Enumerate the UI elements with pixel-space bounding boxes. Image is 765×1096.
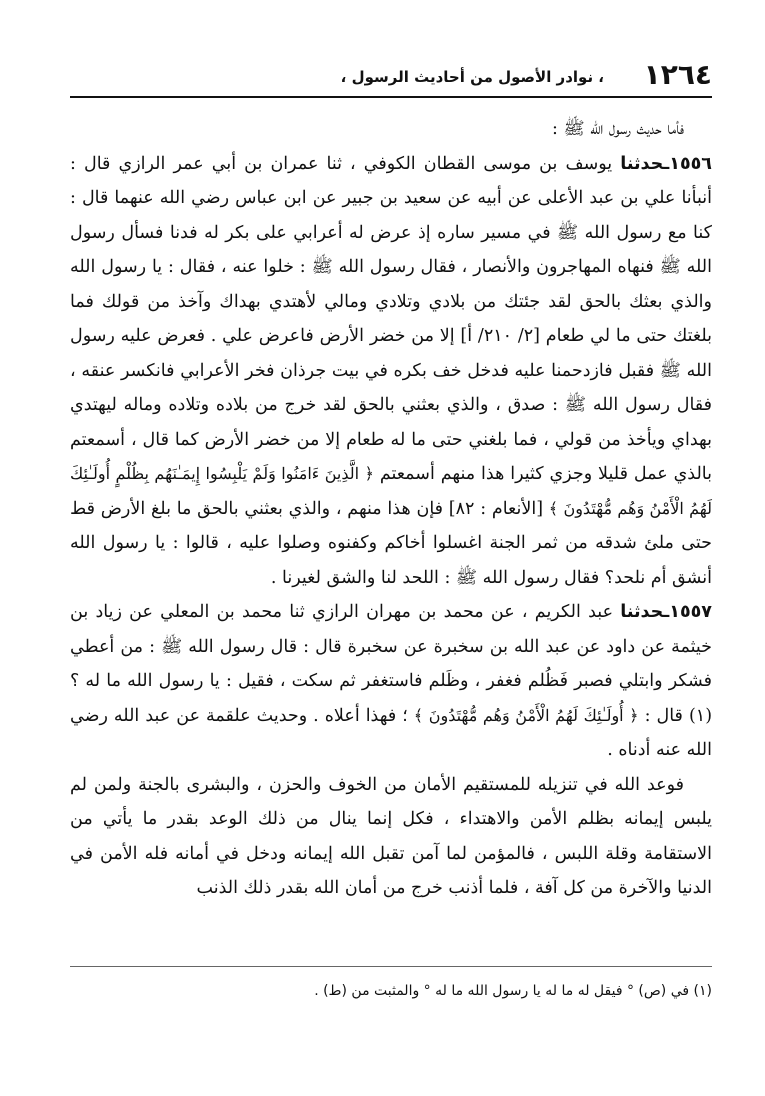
footnote-rule — [70, 966, 712, 967]
page-number: ١٢٦٤ — [643, 58, 712, 91]
hadith-text-continued: ؛ فهذا أعلاه . وحديث علقمة عن عبد الله رضي الله عنه أدناه . — [70, 705, 712, 760]
hadith-1557 — [70, 595, 712, 768]
hadith-1556 — [70, 147, 712, 596]
haddathana-mark: حدثنا — [620, 602, 664, 622]
quran-verse: ﴿ أُولَـٰئِكَ لَهُمُ الْأَمْنُ وَهُم مُّهْتَدُونَ ﴾ — [413, 705, 639, 725]
running-title: ، نوادر الأصول من أحاديث الرسول ، — [340, 68, 604, 86]
page-header — [70, 60, 712, 94]
main-text — [70, 112, 712, 906]
footnote: (١) في (ص) ° فيقل له ما له يا رسول الله ما له ° والمثبت من (ط) . — [314, 983, 712, 999]
intro-paragraph: فأما حديث رسول الله ﷺ : — [552, 119, 684, 139]
quran-verse: ﴿ الَّذِينَ ءَامَنُوا وَلَمْ يَلْبِسُوا إِيمَـٰنَهُم بِظُلْمٍ أُولَـٰئِكَ لَهُمُ الْأَمْنُ وَهُم مُّهْتَدُونَ ﴾ — [70, 464, 712, 518]
hadith-text: عبد الكريم ، عن محمد بن مهران الرازي ثنا محمد بن المعلي عن زياد بن خيثمة عن داود عن عبد الله بن سخبرة عن سخبرة قال : قال رسول الله ﷺ : من أعطي فشكر وابتلي فصبر فَظُلم فغفر ، وظَلم فاستغفر ثم سكت ، فقيل : يا رسول الله ما له ؟(١) قال : — [70, 602, 713, 726]
header-rule — [70, 96, 712, 98]
hadith-number: ١٥٥٧ـ — [663, 602, 712, 622]
commentary-paragraph: فوعد الله في تنزيله للمستقيم الأمان من الخوف والحزن ، والبشرى بالجنة ولمن لم يلبس إيمانه بظلم الأمن والاهتداء ، فكل إنما ينال من ذلك الوعد بقدر ما يأتي من الاستقامة وقلة اللبس ، فالمؤمن لما آمن تقبل الله إيمانه ودخل في أمانه فله الأمن في الدنيا والآخرة من كل آفة ، فلما أذنب خرج من أمان الله بقدر ذلك الذنب — [70, 774, 712, 898]
hadith-text-continued: [الأنعام : ٨٢] فإن هذا منهم ، والذي بعثني بالحق ما بلغ الأرض قط حتى ملئ شدقه من ثمر الجنة اغسلوا أخاكم وكفنوه وصلوا عليه ، قالوا : يا رسول الله أنشق أم نلحد؟ فقال رسول الله ﷺ : اللحد لنا والشق لغيرنا . — [70, 498, 712, 588]
hadith-text: يوسف بن موسى القطان الكوفي ، ثنا عمران بن أبي عمر الرازي قال : أنبأنا علي بن عبد الأعلى عن أبيه عن سعيد بن جبير عن ابن عباس رضي الله عنهما قال : كنا مع رسول الله ﷺ في مسير ساره إذ عرض له أعرابي على بكر له فدنا فسأل رسول الله ﷺ فنهاه المهاجرون والأنصار ، فقال رسول الله ﷺ : خلوا عنه ، فقال : يا رسول الله والذي بعثك بالحق لقد جئتك من بلادي وتلادي ومالي لأهتدي بهداك وآخذ من قولك فما بلغتك حتى ما لي طعام [٢/ ٢١٠/ أ] إلا من خضر الأرض فاعرض علي . فعرض عليه رسول الله ﷺ فقبل فازدحمنا عليه فدخل خف بكره في بيت جرذان فخر الأعرابي فانكسر عنقه ، فقال رسول الله ﷺ : صدق ، والذي بعثني بالحق لقد خرج من بلاده وتلاده وماله ليهتدي بهداي ويأخذ من قولي ، فما بلغني حتى ما له طعام إلا من خضر الأرض كما قال ، أسمعتم بالذي عمل قليلا وجزي كثيرا هذا منهم أسمعتم — [70, 153, 713, 484]
haddathana-mark: حدثنا — [620, 153, 664, 174]
hadith-number: ١٥٥٦ـ — [663, 153, 712, 174]
